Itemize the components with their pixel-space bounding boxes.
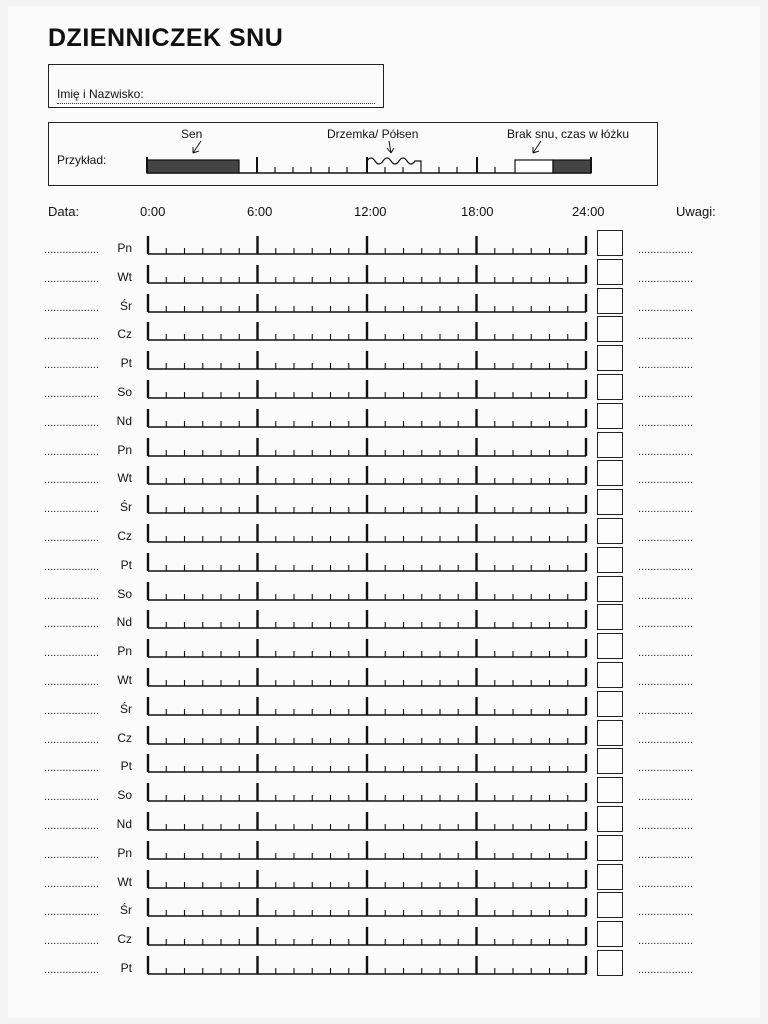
daily-checkbox[interactable]	[597, 604, 623, 630]
diary-row	[0, 639, 768, 665]
daily-checkbox[interactable]	[597, 489, 623, 515]
date-field[interactable]: ..................	[44, 676, 100, 688]
daily-checkbox[interactable]	[597, 230, 623, 256]
notes-field[interactable]: ..................	[638, 388, 694, 400]
date-field[interactable]: ..................	[44, 589, 100, 602]
notes-field[interactable]: ..................	[638, 359, 694, 372]
day-label: Wt	[117, 269, 132, 284]
diary-row	[0, 956, 768, 982]
notes-field[interactable]: ..................	[638, 244, 694, 256]
date-field[interactable]: ..................	[44, 704, 100, 717]
daily-checkbox[interactable]	[597, 288, 623, 314]
day-label: Pt	[120, 759, 132, 774]
notes-field[interactable]: ..................	[638, 762, 694, 775]
day-label: Śr	[120, 298, 132, 313]
date-field[interactable]: ..................	[44, 272, 100, 285]
notes-field[interactable]: ..................	[638, 704, 694, 717]
diary-row	[0, 812, 768, 838]
notes-field[interactable]: ..................	[638, 906, 694, 919]
notes-field[interactable]: ..................	[638, 301, 694, 314]
day-label: Pn	[117, 845, 132, 860]
diary-row	[0, 351, 768, 377]
notes-field[interactable]: ..................	[638, 820, 694, 832]
diary-row	[0, 524, 768, 550]
date-field[interactable]: ..................	[44, 532, 100, 544]
notes-field[interactable]: ..................	[638, 935, 694, 948]
diary-row	[0, 697, 768, 723]
example-awake-box	[515, 160, 553, 173]
diary-row	[0, 294, 768, 320]
notes-field[interactable]: ..................	[638, 647, 694, 660]
day-label: Pn	[117, 241, 132, 255]
notes-field[interactable]: ..................	[638, 589, 694, 602]
diary-row	[0, 610, 768, 636]
column-headers	[0, 200, 768, 220]
page-title: DZIENNICZEK SNU	[48, 24, 284, 52]
day-label: Pt	[120, 961, 132, 975]
example-nap-label: Drzemka/ Półsen	[327, 127, 419, 141]
example-legend-box	[48, 122, 658, 186]
daily-checkbox[interactable]	[597, 691, 623, 717]
day-label: Śr	[120, 500, 132, 515]
date-field[interactable]: ..................	[44, 474, 100, 487]
diary-row	[0, 870, 768, 896]
daily-checkbox[interactable]	[597, 547, 623, 573]
notes-field[interactable]: ..................	[638, 445, 694, 458]
notes-field[interactable]: ..................	[638, 848, 694, 861]
diary-row	[0, 466, 768, 492]
notes-field[interactable]: ..................	[638, 503, 694, 516]
date-field[interactable]: ..................	[44, 560, 100, 573]
daily-checkbox[interactable]	[597, 633, 623, 659]
daily-checkbox[interactable]	[597, 892, 623, 918]
time-header-12: 12:00	[354, 204, 387, 219]
date-field[interactable]: ..................	[44, 791, 100, 804]
notes-field[interactable]: ..................	[638, 964, 694, 976]
date-field[interactable]: ..................	[44, 906, 100, 919]
diary-row	[0, 236, 768, 262]
daily-checkbox[interactable]	[597, 720, 623, 746]
date-field[interactable]: ..................	[44, 647, 100, 660]
daily-checkbox[interactable]	[597, 432, 623, 458]
date-field[interactable]: ..................	[44, 388, 100, 400]
example-timeline	[49, 123, 659, 187]
example-sleep-bar-end	[553, 160, 591, 173]
example-sleep-bar	[147, 160, 239, 173]
diary-row	[0, 841, 768, 867]
notes-field[interactable]: ..................	[638, 416, 694, 429]
time-header-18: 18:00	[461, 204, 494, 219]
daily-checkbox[interactable]	[597, 518, 623, 544]
day-label: Śr	[120, 903, 132, 918]
daily-checkbox[interactable]	[597, 403, 623, 429]
date-field[interactable]: ..................	[44, 244, 100, 256]
notes-field[interactable]: ..................	[638, 618, 694, 631]
daily-checkbox[interactable]	[597, 835, 623, 861]
example-nap-wave	[367, 158, 421, 173]
diary-row	[0, 582, 768, 608]
name-label: Imię i Nazwisko:	[57, 87, 144, 101]
daily-checkbox[interactable]	[597, 864, 623, 890]
day-label: Nd	[116, 817, 132, 831]
example-nap-arrow	[387, 141, 394, 153]
day-label: Nd	[116, 413, 132, 428]
example-sleep-arrow	[193, 141, 201, 153]
daily-checkbox[interactable]	[597, 662, 623, 688]
date-field[interactable]: ..................	[44, 820, 100, 832]
daily-checkbox[interactable]	[597, 374, 623, 400]
day-label: So	[117, 586, 132, 601]
daily-checkbox[interactable]	[597, 748, 623, 774]
diary-row	[0, 898, 768, 924]
day-label: Cz	[117, 730, 132, 745]
day-label: Pt	[120, 557, 132, 572]
notes-header: Uwagi:	[676, 204, 716, 219]
day-label: Pt	[120, 356, 132, 371]
diary-row	[0, 553, 768, 579]
date-header: Data:	[48, 204, 80, 219]
notes-field[interactable]: ..................	[638, 272, 694, 285]
time-header-0: 0:00	[140, 204, 166, 219]
day-label: Pn	[117, 644, 132, 659]
time-header-6: 6:00	[247, 204, 273, 219]
day-label: So	[117, 788, 132, 803]
daily-checkbox[interactable]	[597, 345, 623, 371]
date-field[interactable]: ..................	[44, 877, 100, 890]
date-field[interactable]: ..................	[44, 445, 100, 458]
diary-row	[0, 754, 768, 780]
day-label: Pn	[117, 442, 132, 457]
notes-field[interactable]: ..................	[638, 560, 694, 573]
daily-checkbox[interactable]	[597, 921, 623, 947]
date-field[interactable]: ..................	[44, 503, 100, 516]
date-field[interactable]: ..................	[44, 935, 100, 948]
day-label: So	[117, 385, 132, 399]
day-label: Cz	[117, 327, 132, 342]
example-awake-label: Brak snu, czas w łóżku	[507, 127, 630, 141]
date-field[interactable]: ..................	[44, 848, 100, 861]
daily-checkbox[interactable]	[597, 460, 623, 486]
date-field[interactable]: ..................	[44, 301, 100, 314]
date-field[interactable]: ..................	[44, 733, 100, 746]
day-label: Wt	[117, 874, 132, 889]
date-field[interactable]: ..................	[44, 359, 100, 372]
notes-field[interactable]: ..................	[638, 532, 694, 544]
notes-field[interactable]: ..................	[638, 733, 694, 746]
example-sleep-label: Sen	[181, 127, 203, 141]
diary-row	[0, 783, 768, 809]
notes-field[interactable]: ..................	[638, 791, 694, 804]
diary-row	[0, 438, 768, 464]
diary-row	[0, 409, 768, 435]
daily-checkbox[interactable]	[597, 806, 623, 832]
diary-row	[0, 726, 768, 752]
day-label: Nd	[116, 615, 132, 630]
daily-checkbox[interactable]	[597, 576, 623, 602]
diary-row	[0, 668, 768, 694]
day-label: Cz	[117, 932, 132, 947]
diary-row	[0, 322, 768, 348]
daily-checkbox[interactable]	[597, 259, 623, 285]
notes-field[interactable]: ..................	[638, 877, 694, 890]
notes-field[interactable]: ..................	[638, 676, 694, 688]
example-label: Przykład:	[57, 153, 107, 167]
date-field[interactable]: ..................	[44, 618, 100, 631]
date-field[interactable]: ..................	[44, 964, 100, 976]
daily-checkbox[interactable]	[597, 316, 623, 342]
diary-row	[0, 927, 768, 953]
date-field[interactable]: ..................	[44, 330, 100, 343]
date-field[interactable]: ..................	[44, 762, 100, 775]
diary-row	[0, 380, 768, 406]
time-header-24: 24:00	[572, 204, 605, 219]
day-label: Cz	[117, 529, 132, 543]
name-field-box[interactable]	[48, 64, 384, 108]
diary-row	[0, 265, 768, 291]
example-awake-arrow	[533, 141, 541, 153]
day-label: Wt	[117, 673, 132, 687]
day-label: Wt	[117, 471, 132, 486]
name-write-line[interactable]	[57, 103, 375, 104]
day-label: Śr	[120, 701, 132, 716]
daily-checkbox[interactable]	[597, 950, 623, 976]
date-field[interactable]: ..................	[44, 416, 100, 429]
notes-field[interactable]: ..................	[638, 330, 694, 343]
diary-row	[0, 495, 768, 521]
daily-checkbox[interactable]	[597, 777, 623, 803]
notes-field[interactable]: ..................	[638, 474, 694, 487]
